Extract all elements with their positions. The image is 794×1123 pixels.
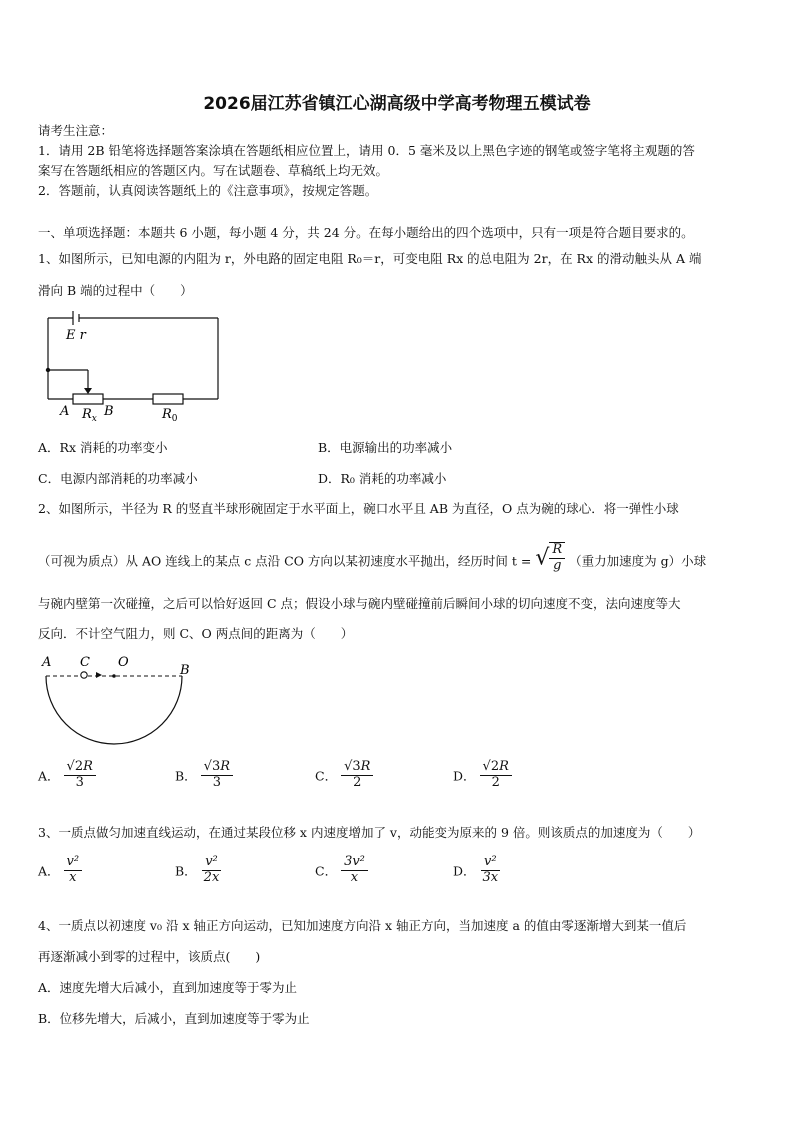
rx-label: $R_x$ bbox=[82, 407, 97, 424]
q2-stem-line2-pre: （可视为质点）从 AO 连线上的某点 c 点沿 CO 方向以某初速度水平抛出，经历时间 t = bbox=[38, 553, 532, 569]
notice-heading: 请考生注意： bbox=[38, 123, 114, 138]
time-formula: √ $\frac{R}{g}$ bbox=[535, 542, 565, 574]
notice-item-1: 1．请用 2B 铅笔将选择题答案涂填在答题纸相应位置上，请用 0．5 毫米及以上黑色字迹的钢笔或签字笔将主观题的答 bbox=[38, 143, 695, 158]
q3-option-d: D． $\frac{\text{v²}}{3x}$ bbox=[453, 854, 499, 885]
notice-item-1-cont: 案写在答题纸相应的答题区内。写在试题卷、草稿纸上均无效。 bbox=[38, 163, 389, 178]
q4-stem: 4、一质点以初速度 v₀ 沿 x 轴正方向运动，已知加速度方向沿 x 轴正方向，当加速度 a 的值由零逐渐增大到某一值后 bbox=[38, 918, 687, 933]
q1-option-c: C．电源内部消耗的功率减小 bbox=[38, 471, 198, 486]
q2-stem-line3: 与碗内壁第一次碰撞，之后可以恰好返回 C 点；假设小球与碗内壁碰撞前后瞬间小球的切向速度不变，法向速度等大 bbox=[38, 596, 681, 611]
circuit-diagram bbox=[38, 308, 228, 426]
q3-option-a: A． $\frac{\text{v²}}{x}$ bbox=[38, 855, 82, 886]
slider-arrow bbox=[84, 388, 92, 394]
rx-resistor bbox=[73, 394, 103, 404]
q4-stem-cont: 再逐渐减小到零的过程中，该质点( ) bbox=[38, 949, 261, 964]
r0-label: $R_0$ bbox=[162, 407, 178, 424]
q2-option-c: C． $\frac{√3R}{2}$ bbox=[315, 760, 373, 791]
q2-option-a: A． $\frac{√2R}{3}$ bbox=[38, 760, 96, 791]
q1-option-d: D．R₀ 消耗的功率减小 bbox=[318, 471, 447, 486]
q3-stem: 3、一质点做匀加速直线运动，在通过某段位移 x 内速度增加了 v，动能变为原来的 9 倍。则该质点的加速度为（ ） bbox=[38, 825, 701, 840]
bowl-arc bbox=[46, 676, 182, 744]
q2-stem-line2 bbox=[38, 542, 707, 578]
point-b-label: B bbox=[180, 663, 190, 678]
point-a-label: A bbox=[60, 404, 70, 419]
q3-option-c: C． $\frac{\text{3v²}}{x}$ bbox=[315, 855, 368, 886]
q1-stem: 1、如图所示，已知电源的内阻为 r，外电路的固定电阻 R₀＝r，可变电阻 Rx 的总电阻为 2r，在 Rx 的滑动触头从 A 端 bbox=[38, 251, 702, 266]
q2-stem-line2-post: （重力加速度为 g）小球 bbox=[569, 553, 707, 569]
q2-option-d: D． $\frac{√2R}{2}$ bbox=[453, 760, 512, 791]
bowl-diagram bbox=[38, 652, 208, 752]
q1-stem-cont: 滑向 B 端的过程中（ ） bbox=[38, 283, 193, 298]
source-label: E r bbox=[66, 328, 86, 343]
junction-dot bbox=[46, 368, 50, 372]
q1-option-a: A．Rx 消耗的功率变小 bbox=[38, 440, 168, 455]
velocity-arrow bbox=[96, 672, 102, 678]
q2-stem-line4: 反向．不计空气阻力，则 C、O 两点间的距离为（ ） bbox=[38, 626, 354, 641]
q1-option-b: B．电源输出的功率减小 bbox=[318, 440, 453, 455]
q2-stem: 2、如图所示，半径为 R 的竖直半球形碗固定于水平面上，碗口水平且 AB 为直径，O 点为碗的球心．将一弹性小球 bbox=[38, 501, 679, 516]
page-title: 2026届江苏省镇江心湖高级中学高考物理五模试卷 bbox=[203, 94, 591, 114]
point-o-label: O bbox=[118, 655, 129, 670]
section-heading: 一、单项选择题：本题共 6 小题，每小题 4 分，共 24 分。在每小题给出的四个选项中，只有一项是符合题目要求的。 bbox=[38, 225, 694, 240]
point-c-label: C bbox=[80, 655, 90, 670]
point-b-label: B bbox=[104, 404, 114, 419]
point-a-label: A bbox=[42, 655, 52, 670]
r0-resistor bbox=[153, 394, 183, 404]
q4-option-b: B．位移先增大，后减小，直到加速度等于零为止 bbox=[38, 1011, 310, 1026]
q4-option-a: A．速度先增大后减小，直到加速度等于零为止 bbox=[38, 980, 298, 995]
notice-item-2: 2．答题前，认真阅读答题纸上的《注意事项》，按规定答题。 bbox=[38, 183, 378, 198]
ball bbox=[81, 672, 87, 678]
q2-option-b: B． $\frac{√3R}{3}$ bbox=[175, 760, 233, 791]
q2-options bbox=[38, 760, 558, 808]
q3-option-b: B． $\frac{\text{v²}}{2x}$ bbox=[175, 854, 220, 885]
q3-options bbox=[38, 855, 558, 901]
center-dot bbox=[112, 674, 116, 678]
